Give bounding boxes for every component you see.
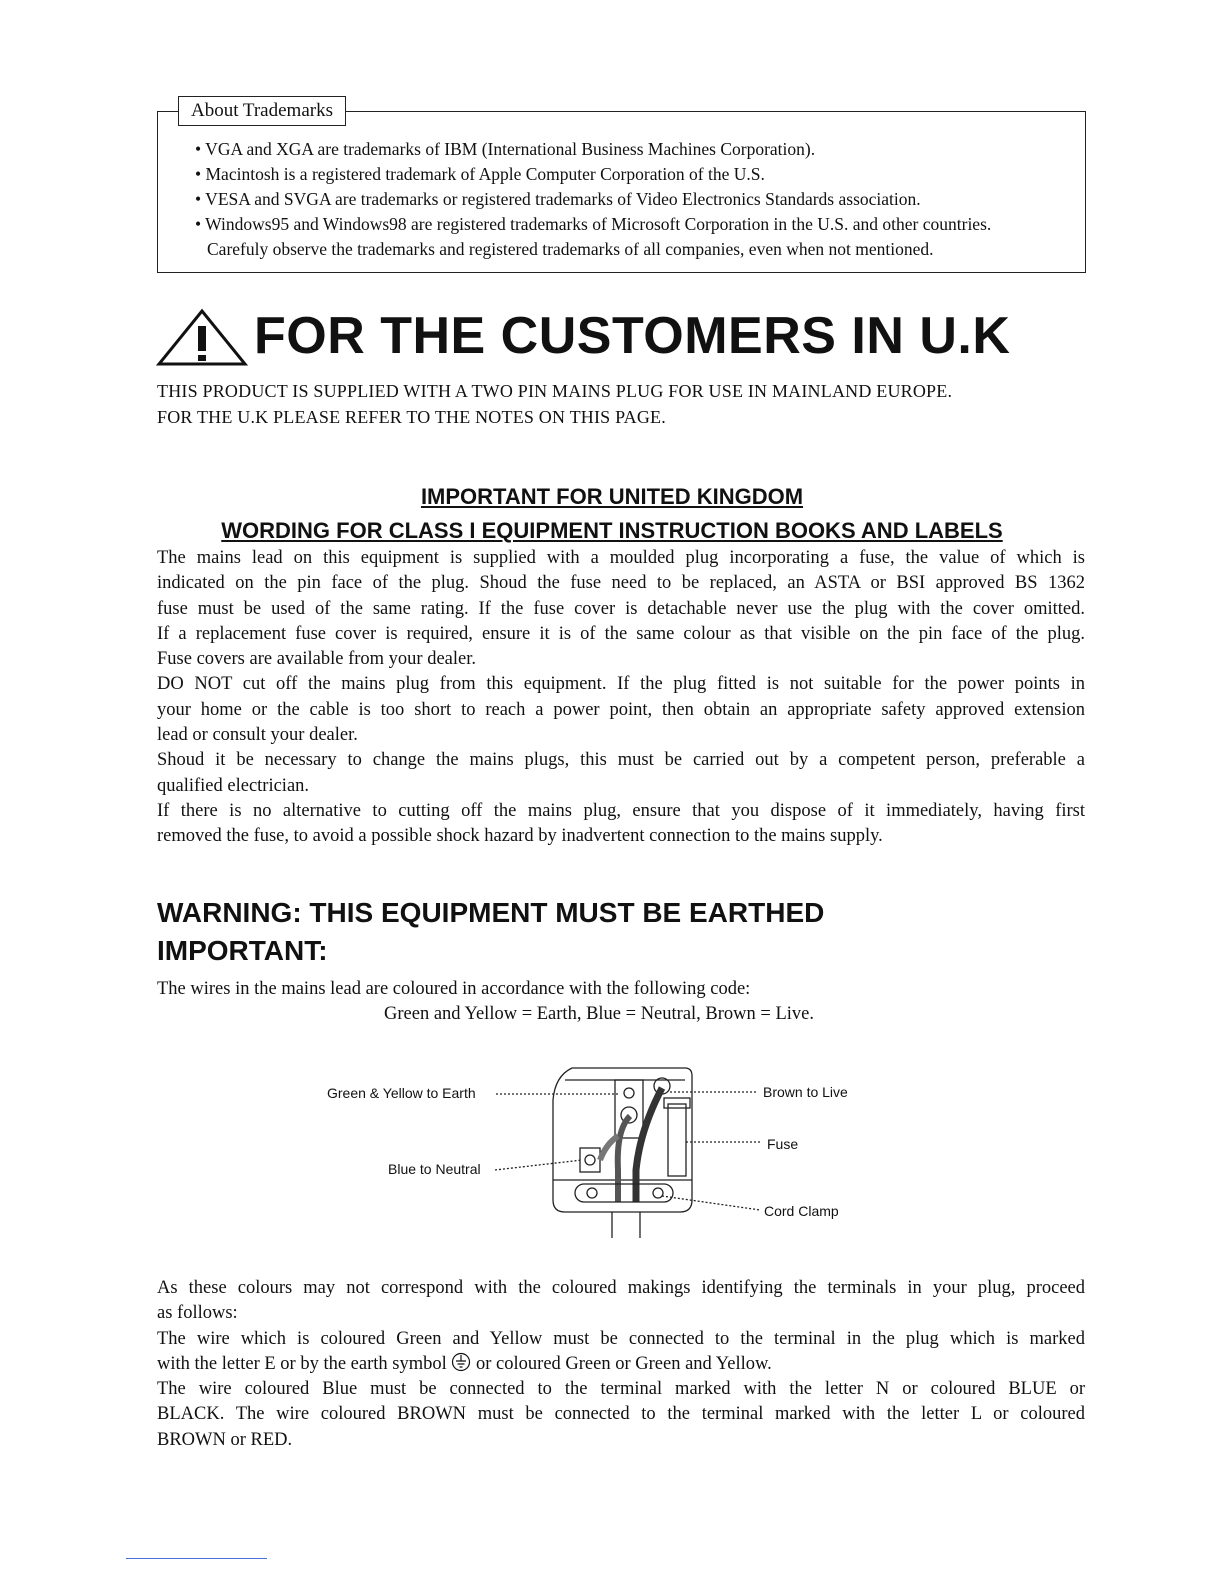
wire-code-intro: The wires in the mains lead are coloured in accordance with the following code: [157,979,751,999]
wire-code: Green and Yellow = Earth, Blue = Neutral, Brown = Live. [384,1004,814,1024]
earth-text-before: with the letter E or by the earth symbol [157,1353,447,1374]
text-line: DO NOT cut off the mains plug from this equipment. If the plug fitted is not suitable for the power points in [157,674,1085,695]
uk-instructions [157,546,1085,850]
label-fuse: Fuse [767,1136,799,1152]
trademark-note: Carefuly observe the trademarks and registered trademarks of all companies, even when not mentioned. [207,239,934,259]
trademark-item: • Windows95 and Windows98 are registered trademarks of Microsoft Corporation in the U.S. and other countries. [195,214,992,234]
label-live: Brown to Live [763,1084,848,1100]
uk-title: FOR THE CUSTOMERS IN U.K [254,307,1011,365]
text-line: The wire coloured Blue must be connected to the terminal marked with the letter N or coloured BLUE or [157,1379,1085,1400]
text-line: removed the fuse, to avoid a possible shock hazard by inadvertent connection to the mains supply. [157,826,883,847]
text-line [157,1352,1085,1377]
earth-symbol-icon [451,1352,471,1372]
text-line: As these colours may not correspond with the coloured makings identifying the terminals in your plug, proceed [157,1278,1085,1298]
trademarks-list [195,137,1085,262]
text-line: BROWN or RED. [157,1429,293,1450]
text-line: If there is no alternative to cutting off the mains plug, ensure that you dispose of it immediately, having first [157,800,1085,821]
text-line: If a replacement fuse cover is required, ensure it is of the same colour as that visible on the pin face of the plug. [157,623,1085,644]
intro-line: THIS PRODUCT IS SUPPLIED WITH A TWO PIN MAINS PLUG FOR USE IN MAINLAND EUROPE. [157,381,953,401]
text-line: as follows: [157,1303,238,1324]
label-cord-clamp: Cord Clamp [764,1203,839,1219]
text-line: indicated on the pin face of the plug. Shoud the fuse need to be replaced, an ASTA or BSI approved BS 1362 [157,573,1085,594]
footer-rule [126,1558,267,1559]
trademark-item: • VGA and XGA are trademarks of IBM (International Business Machines Corporation). [195,139,816,159]
text-line: lead or consult your dealer. [157,725,358,746]
label-earth: Green & Yellow to Earth [327,1085,476,1101]
text-line: The wire which is coloured Green and Yellow must be connected to the terminal in the plug which is marked [157,1328,1085,1349]
label-neutral: Blue to Neutral [388,1161,481,1177]
plug-diagram [300,1060,900,1250]
intro-line: FOR THE U.K PLEASE REFER TO THE NOTES ON THIS PAGE. [157,407,666,427]
earthed-warning: WARNING: THIS EQUIPMENT MUST BE EARTHED [157,897,825,928]
uk-intro [157,378,952,430]
text-line: qualified electrician. [157,775,310,796]
trademark-item: • Macintosh is a registered trademark of Apple Computer Corporation of the U.S. [195,164,765,184]
text-line: The mains lead on this equipment is supplied with a moulded plug incorporating a fuse, the value of which is [157,548,1085,568]
text-line: Fuse covers are available from your dealer. [157,649,476,670]
class-i-heading: WORDING FOR CLASS I EQUIPMENT INSTRUCTION BOOKS AND LABELS [221,518,1003,543]
text-line: fuse must be used of the same rating. If the fuse cover is detachable never use the plug with the cover omitted. [157,598,1085,619]
text-line: your home or the cable is too short to reach a power point, then obtain an appropriate safety approved extension [157,699,1085,720]
important-uk-heading: IMPORTANT FOR UNITED KINGDOM [420,484,804,509]
text-line: Shoud it be necessary to change the mains plugs, this must be carried out by a competent person, preferable a [157,750,1085,771]
trademarks-label: About Trademarks [178,96,346,126]
uk-heading [156,306,1010,366]
wiring-instructions [157,1276,1085,1453]
text-line: BLACK. The wire coloured BROWN must be connected to the terminal marked with the letter L or coloured [157,1404,1085,1425]
earth-text-after: or coloured Green or Green and Yellow. [476,1353,772,1374]
trademark-item: • VESA and SVGA are trademarks or registered trademarks of Video Electronics Standards association. [195,189,921,209]
warning-triangle-icon [156,306,248,366]
important-label: IMPORTANT: [157,935,328,966]
